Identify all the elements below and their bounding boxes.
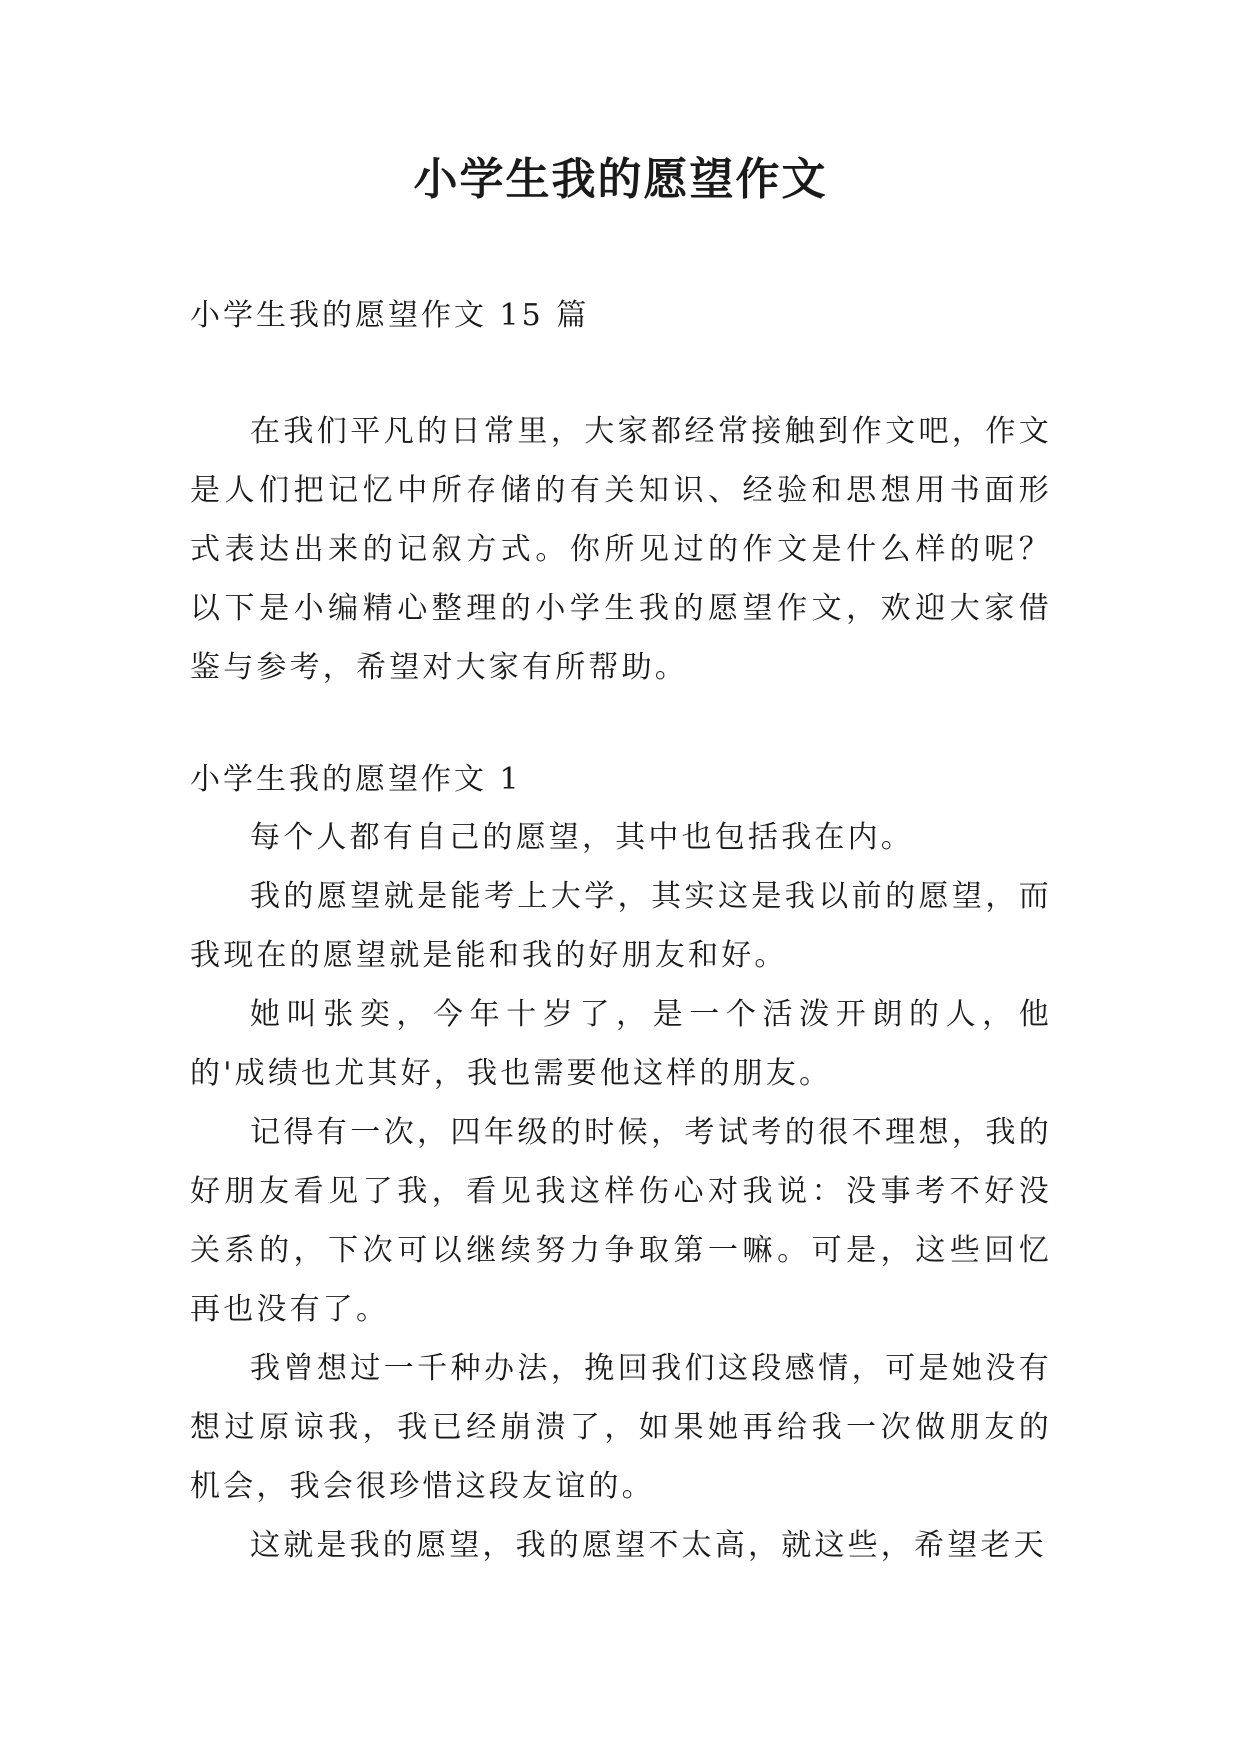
body-paragraph: 我的愿望就是能考上大学，其实这是我以前的愿望，而我现在的愿望就是能和我的好朋友和好。 xyxy=(190,879,1052,973)
document-body xyxy=(190,288,1052,1575)
document-title: 小学生我的愿望作文 xyxy=(413,154,828,205)
body-paragraph: 每个人都有自己的愿望，其中也包括我在内。 xyxy=(250,820,914,855)
section-heading: 小学生我的愿望作文 1 xyxy=(190,762,522,797)
body-paragraph: 这就是我的愿望，我的愿望不太高，就这些，希望老天 xyxy=(250,1528,1047,1563)
body-paragraph: 她叫张奕，今年十岁了，是一个活泼开朗的人，他的'成绩也尤其好，我也需要他这样的朋友。 xyxy=(190,997,1052,1091)
document-subtitle: 小学生我的愿望作文 15 篇 xyxy=(190,298,590,333)
intro-paragraph: 在我们平凡的日常里，大家都经常接触到作文吧，作文是人们把记忆中所存储的有关知识、经验和思想用书面形式表达出来的记叙方式。你所见过的作文是什么样的呢？以下是小编精心整理的小学生我的愿望作文，欢迎大家借鉴与参考，希望对大家有所帮助。 xyxy=(190,414,1052,685)
body-paragraph: 记得有一次，四年级的时候，考试考的很不理想，我的好朋友看见了我，看见我这样伤心对我说：没事考不好没关系的，下次可以继续努力争取第一嘛。可是，这些回忆再也没有了。 xyxy=(190,1115,1052,1327)
body-paragraph: 我曾想过一千种办法，挽回我们这段感情，可是她没有想过原谅我，我已经崩溃了，如果她再给我一次做朋友的机会，我会很珍惜这段友谊的。 xyxy=(190,1351,1052,1504)
